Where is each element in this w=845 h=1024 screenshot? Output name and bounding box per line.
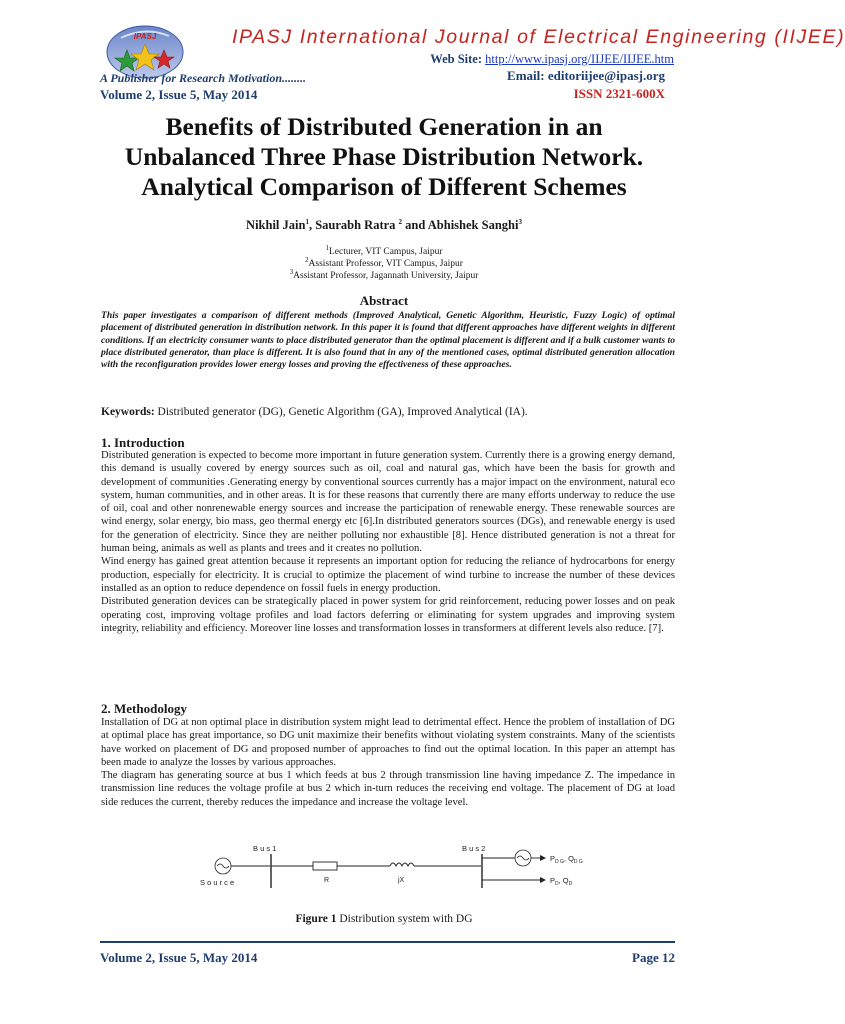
footer-divider [100, 941, 675, 943]
dg-generator-icon [515, 850, 531, 866]
section-heading-methodology: 2. Methodology [101, 701, 187, 716]
website-line [430, 52, 674, 67]
volume-issue-header: Volume 2, Issue 5, May 2014 [100, 87, 258, 102]
email-label: Email: [507, 68, 545, 83]
paragraph: Distributed generation is expected to become more important in future generation system. Currently there is a growing energy demand, this demand is usually covered by energy sources such as oil, coal and natural gas, which have been the basis for growth and development of communities .Generating energy by conventional sources currently has a major impact on the environment, natural eco system, human communities, and in other areas. It is for these reasons that currently there are many efforts underway to reduce the use of oil, coal and other nonrenewable energy sources and increase the participation of renewable energy. These renewable sources are wind energy, solar energy, bio mass, geo thermal energy etc [6].In distributed generators sources (DGs), and renewable energy is used for the generation of electricity. Since they are neither polluting nor exhaustible [8]. Hence distributed generation is not a threat for human being, animals as well as plants and trees and it creates no pollution. [101, 450, 675, 555]
author-separator: and [402, 218, 428, 232]
resistor-label: R [324, 877, 330, 884]
affiliation [0, 243, 768, 258]
page-number: Page 12 [632, 950, 675, 965]
keywords-label: Keywords: [101, 406, 155, 418]
abstract-text: This paper investigates a comparison of different methods (Improved Analytical, Genetic Algorithm, Heuristic, Fuzzy Logic) of optimal placement of distributed generation in distribution network. In this paper it is found that different approaches have different weights in different conditions. If an electricity consumer wants to place distributed generator than the optimal placement is different and if a bulk customer wants to place distributed generator, than place is different. It is also found that in any of the mentioned cases, optimal distributed generation allocation with the reconfiguration provides lower energy losses and proving the effectiveness of these approaches. [101, 310, 675, 371]
reactance-label: jX [398, 877, 405, 884]
website-label: Web Site: [430, 52, 482, 66]
email-address[interactable]: editoriijee@ipasj.org [547, 68, 665, 83]
title-line: Benefits of Distributed Generation in an [165, 112, 603, 141]
author-list [0, 218, 768, 233]
figure-caption-label: Figure 1 [295, 913, 337, 925]
keywords [101, 406, 675, 418]
affiliation-mark: 1 [325, 243, 329, 252]
paper-title [80, 112, 688, 202]
author-name: Saurabh Ratra [315, 218, 399, 232]
paragraph: Installation of DG at non optimal place in distribution system might lead to detrimental effect. Hence the problem of installation of DG at optimal place has great importance, so DG unit maximize their benefits without violating system constraints. Many of the scientists have worked on placement of DG and proposed number of approaches to find out the optimal location. In this paper an attempt has been made to analyze the losses by various approaches. [101, 717, 675, 768]
affiliation-mark: 3 [289, 267, 294, 276]
load-p-subscript: D [555, 881, 559, 887]
figure-caption [0, 913, 768, 925]
title-line: Analytical Comparison of Different Schemes [141, 172, 627, 201]
author-name: Nikhil Jain [246, 218, 306, 232]
figure-caption-text: Distribution system with DG [336, 913, 473, 925]
author-separator: , [308, 218, 316, 232]
affiliation-list [0, 243, 768, 282]
section-heading-introduction: 1. Introduction [101, 435, 185, 450]
load-power-label [550, 876, 573, 887]
load-q-symbol: , Q [558, 876, 569, 885]
author-name: Abhishek Sanghi [427, 218, 519, 232]
affiliation-text: Assistant Professor, Jagannath University, Jaipur [293, 271, 479, 281]
paragraph: Wind energy has gained great attention because it represents an important option for reducing the reliance of hydrocarbons for energy production, especially for electricity. It is crucial to optimize the placement of wind turbine to increase the number of these devices installed as an option to reduce dependence on fossil fuels in energy production. [101, 556, 675, 594]
distribution-system-diagram [180, 838, 590, 904]
affiliation [0, 267, 768, 282]
publisher-tagline: A Publisher for Research Motivation........ [100, 71, 307, 85]
section-body-introduction [101, 449, 675, 635]
dg-q-symbol: , Q [563, 854, 574, 863]
affiliation [0, 255, 768, 270]
load-arrow-icon [540, 877, 546, 883]
dg-arrow-icon [540, 855, 546, 861]
resistor-icon [313, 862, 337, 870]
affiliation-mark: 2 [305, 255, 309, 264]
website-link[interactable]: http://www.ipasj.org/IIJEE/IIJEE.htm [485, 52, 674, 66]
author-affiliation-mark: 3 [518, 217, 522, 226]
section-body-methodology [101, 716, 675, 809]
paragraph: The diagram has generating source at bus 1 which feeds at bus 2 through transmission line having impedance Z. The impedance in transmission line reduces the voltage profile at bus 2 which in-turn reduces the receiving end voltage. The placement of DG at load side reduces the current, thereby reduces the impedance and increase the voltage level. [101, 770, 675, 808]
keywords-text: Distributed generator (DG), Genetic Algorithm (GA), Improved Analytical (IA). [157, 406, 528, 418]
email-line [507, 68, 665, 84]
abstract-heading: Abstract [359, 293, 409, 308]
author-affiliation-mark: 2 [398, 217, 403, 226]
dg-power-label [550, 854, 583, 865]
affiliation-text: Assistant Professor, VIT Campus, Jaipur [308, 259, 463, 269]
inductor-icon [390, 863, 414, 866]
dg-p-subscript: D G [555, 859, 564, 865]
journal-title: IPASJ International Journal of Electrical Engineering (IIJEE) [232, 26, 845, 48]
paragraph: Distributed generation devices can be strategically placed in power system for grid reinforcement, reducing power losses and on peak operating cost, improving voltage profiles and load factors deferring or eliminating for system upgrades and improving system integrity, reliability and efficiency. Moreover line losses and transformation losses in transformers at different levels also reduce. [7]. [101, 596, 675, 634]
issn: ISSN 2321-600X [573, 86, 665, 101]
load-p-symbol: P [550, 876, 556, 885]
dg-q-subscript: D G [573, 859, 583, 865]
logo-text: IPASJ [133, 32, 157, 41]
load-q-subscript: D [568, 881, 573, 887]
bus2-label: B u s 2 [462, 844, 486, 853]
author-affiliation-mark: 1 [305, 217, 309, 226]
title-line: Unbalanced Three Phase Distribution Network. [124, 142, 644, 171]
footer-volume-issue: Volume 2, Issue 5, May 2014 [100, 950, 258, 965]
source-label: S o u r c e [200, 878, 235, 887]
bus1-label: B u s 1 [253, 844, 277, 853]
dg-p-symbol: P [550, 854, 556, 863]
affiliation-text: Lecturer, VIT Campus, Jaipur [328, 247, 443, 257]
source-generator-icon [215, 858, 231, 874]
